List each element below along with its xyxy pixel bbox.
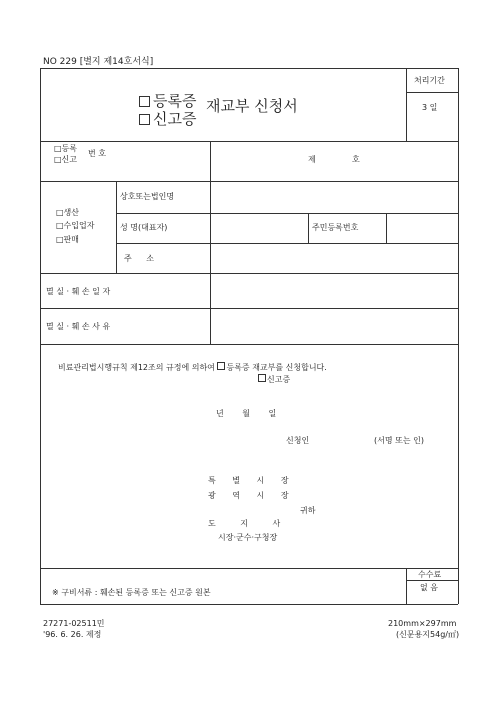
frame-right [458,68,459,604]
biz-option-sales[interactable]: □판매 [56,235,80,244]
col-line-resident-a [308,213,309,243]
applicant-label: 신청인 [286,436,310,445]
address-label: 주 소 [124,254,160,263]
row-line-7 [40,344,458,345]
issue-suffix: 호 [352,155,360,164]
representative-label: 성 명(대표자) [120,223,168,232]
company-label: 상호또는법인명 [120,192,175,201]
statement-checkbox-registration[interactable] [217,362,225,370]
col-line-regno [210,141,211,181]
established-date: '96. 6. 26. 제정 [43,630,102,639]
honorific: 귀하 [300,506,316,515]
processing-divider [406,68,407,141]
statement-line-1: 비료관리법시행규칙 제12조의 규정에 의하여 등록증 재교부를 신청합니다. [58,363,327,372]
row-line-4 [116,243,458,244]
row-line-2 [40,181,458,182]
page-title: 재교부 신청서 [206,97,298,115]
statement-line-2: 신고증 [258,374,290,384]
issue-prefix: 제 [308,155,316,164]
authority-3: 도 지 사 [208,519,281,528]
form-number: NO 229 [별지 제14호서식] [43,57,154,67]
fee-divider [406,568,407,604]
fee-label: 수수료 [418,570,442,579]
required-documents: ※ 구비서류 : 훼손된 등록증 또는 신고증 원본 [52,588,211,597]
frame-left [40,68,41,604]
authority-4: 시장·군수·구청장 [218,533,278,542]
col-line-biz [116,181,117,273]
authority-2: 광 역 시 장 [208,491,289,500]
resident-number-label: 주민등록번호 [312,223,359,232]
frame-top [40,68,458,69]
processing-sep [406,92,458,93]
fee-value: 없 음 [420,583,438,592]
loss-date-label: 멸 실 · 훼 손 일 자 [46,287,111,296]
title-option-report: 신고증 [139,108,196,129]
row-line-8 [40,568,458,569]
row-line-5 [40,273,458,274]
form-code: 27271-02511민 [43,619,105,628]
processing-value: 3 일 [422,103,438,112]
signature-label: (서명 또는 인) [374,436,424,445]
col-line-main [210,181,211,344]
reg-number-label: 번 호 [88,149,106,158]
fee-sep [406,580,458,581]
frame-bottom [40,604,458,605]
row-line-6 [40,308,458,309]
col-line-resident-b [386,213,387,243]
checkbox-registration[interactable] [139,96,150,107]
row-line-1 [40,141,458,142]
row-line-3 [116,213,458,214]
processing-label: 처리기간 [414,76,445,85]
application-date: 년 월 일 [216,409,277,418]
authority-1: 특 별 시 장 [208,476,289,485]
statement-checkbox-report[interactable] [258,374,266,382]
checkbox-report[interactable] [139,114,150,125]
title-option-registration: 등록증 [139,90,196,111]
biz-option-importer[interactable]: □수입업자 [56,221,95,230]
loss-reason-label: 멸 실 · 훼 손 사 유 [46,322,111,331]
reg-option-2[interactable]: □신고 [54,155,78,164]
paper-size: 210mm×297mm [388,619,457,628]
reg-option-1[interactable]: □등록 [54,144,78,153]
biz-option-production[interactable]: □생산 [56,208,80,217]
paper-type: (신문용지54g/㎡) [396,630,460,639]
